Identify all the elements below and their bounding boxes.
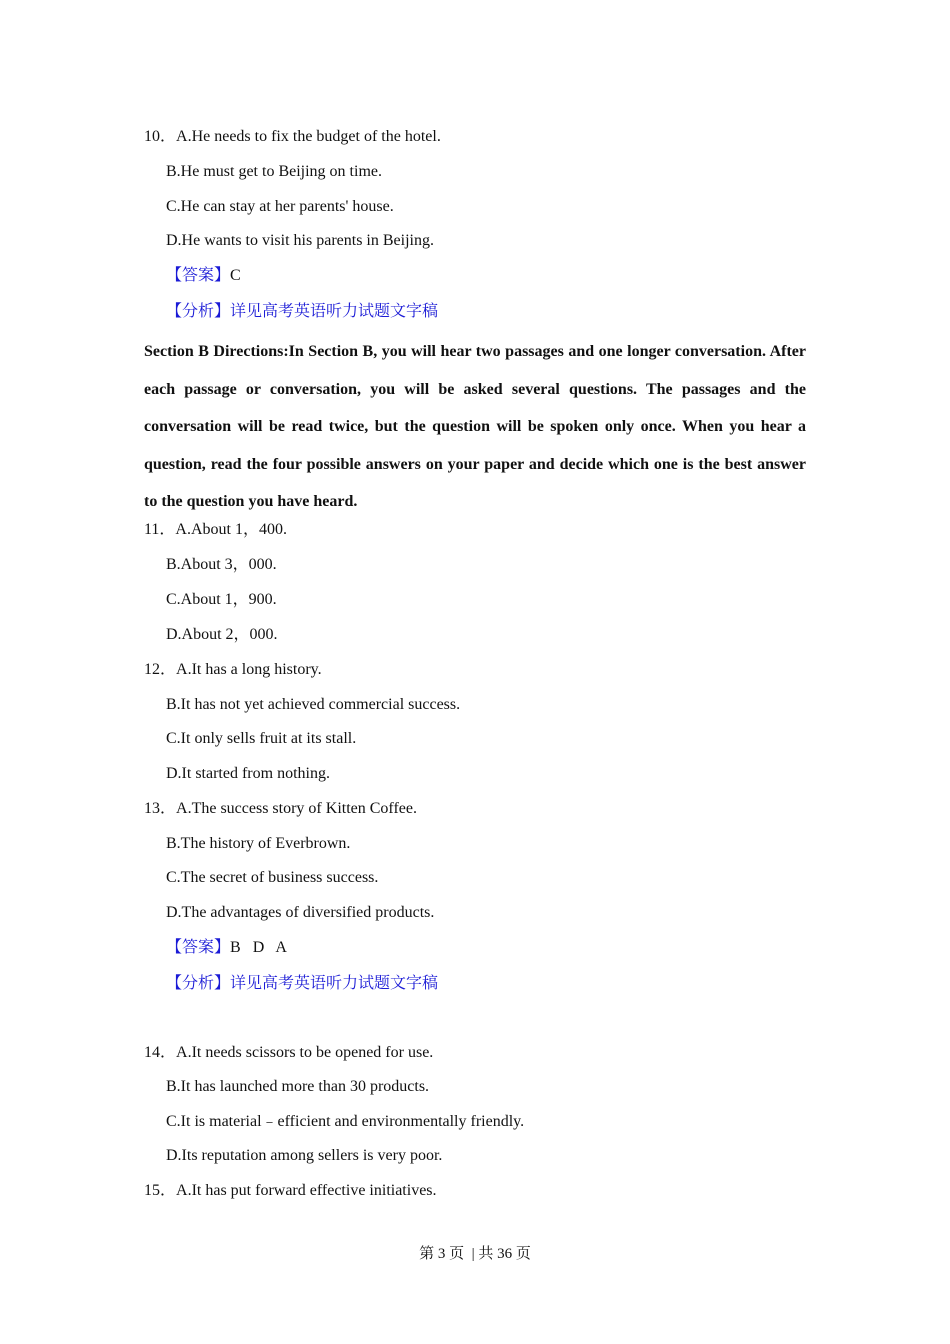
question-number: 11． <box>144 521 176 538</box>
answer-value: C <box>230 267 241 284</box>
option-b: B.It has not yet achieved commercial success. <box>166 696 461 713</box>
question-number: 13． <box>144 800 177 817</box>
option-c: C.It only sells fruit at its stall. <box>166 730 357 747</box>
option-a: A.The success story of Kitten Coffee. <box>176 800 417 817</box>
option-a: A.It needs scissors to be opened for use. <box>176 1044 434 1061</box>
analysis-line <box>166 302 438 322</box>
analysis-label: 【分析】 <box>166 975 231 992</box>
option-d: D.About 2，000. <box>166 626 278 643</box>
question-number: 10． <box>144 128 177 145</box>
question-10 <box>144 127 441 147</box>
option-b: B.The history of Everbrown. <box>166 835 351 852</box>
analysis-label: 【分析】 <box>166 303 231 320</box>
option-a: A.It has put forward effective initiatives. <box>176 1182 437 1199</box>
answer-line <box>166 266 241 286</box>
option-a: A.He needs to fix the budget of the hotel. <box>176 128 441 145</box>
answer-value: B D A <box>230 939 287 956</box>
option-b: B.About 3，000. <box>166 556 277 573</box>
question-11 <box>144 520 287 540</box>
answer-line <box>166 938 287 958</box>
analysis-text: 详见高考英语听力试题文字稿 <box>230 303 439 320</box>
option-d: D.Its reputation among sellers is very poor. <box>166 1147 443 1164</box>
analysis-text: 详见高考英语听力试题文字稿 <box>230 975 439 992</box>
option-a: A.It has a long history. <box>176 661 322 678</box>
question-number: 12． <box>144 661 177 678</box>
option-c: C.The secret of business success. <box>166 869 379 886</box>
question-12 <box>144 660 322 680</box>
question-number: 14． <box>144 1044 177 1061</box>
answer-label: 【答案】 <box>166 939 231 956</box>
option-d: D.The advantages of diversified products. <box>166 904 435 921</box>
option-d: D.It started from nothing. <box>166 765 330 782</box>
option-c: C.About 1，900. <box>166 591 277 608</box>
question-number: 15． <box>144 1182 177 1199</box>
option-b: B.He must get to Beijing on time. <box>166 163 382 180</box>
option-d: D.He wants to visit his parents in Beijing. <box>166 232 434 249</box>
analysis-line <box>166 974 438 994</box>
question-14 <box>144 1043 433 1063</box>
option-a: A.About 1，400. <box>175 521 287 538</box>
option-c: C.He can stay at her parents' house. <box>166 198 394 215</box>
question-13 <box>144 799 417 819</box>
page-footer: 第 3 页 | 共 36 页 <box>419 1246 531 1262</box>
section-b-directions: Section B Directions:In Section B, you will hear two passages and one longer conversation. After each passage or conversation, you will be asked several questions. The passages and the conversation will be read twice, but the question will be spoken only once. When you hear a question, read the four possible answers on your paper and decide which one is the best answer to the question you have heard. <box>144 343 806 510</box>
answer-label: 【答案】 <box>166 267 231 284</box>
question-15 <box>144 1181 437 1201</box>
option-b: B.It has launched more than 30 products. <box>166 1078 430 1095</box>
option-c: C.It is material﹣efficient and environmentally friendly. <box>166 1113 525 1130</box>
